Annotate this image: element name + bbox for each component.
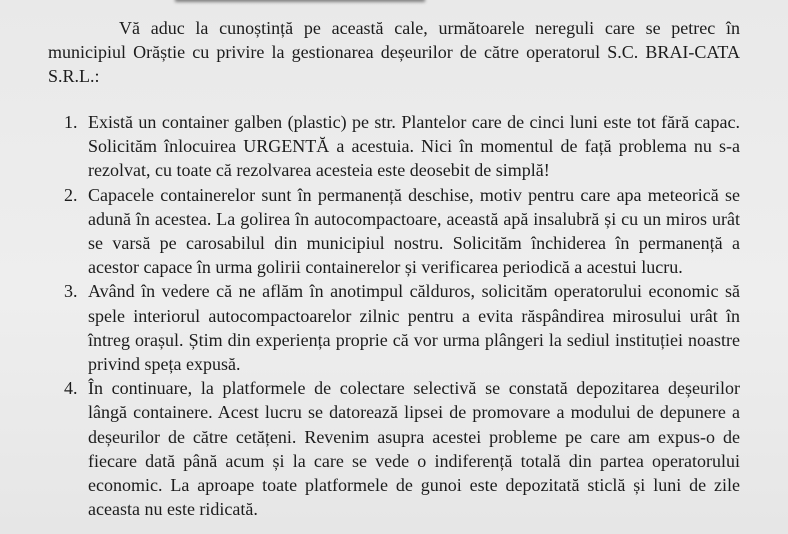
intro-paragraph: Vă aduc la cunoștință pe această cale, următoarele nereguli care se petrec în municipiul Orăștie cu privire la gestionarea deșeurilor de către operatorul S.C. BRAI-CATA S.R.L.:	[48, 18, 740, 87]
list-item	[64, 183, 740, 280]
list-item	[64, 110, 740, 183]
list-item-number: 1.	[64, 112, 78, 132]
cropped-heading-remnant	[175, 0, 425, 2]
list-item-text: Există un container galben (plastic) pe str. Plantelor care de cinci luni este tot fără capac. Solicităm înlocuirea URGENTĂ a acestuia. Nici în momentul de față problema nu s-a rezolvat, cu toate că rezolvarea acesteia este deosebit de simplă!	[88, 112, 740, 181]
list-item-text: Având în vedere că ne aflăm în anotimpul călduros, solicităm operatorului economic să spele interiorul autocompactoarelor zilnic pentru a evita răspândirea mirosului urât în întreg orașul. Știm din experiența proprie că vor urma plângeri la sediul instituției noastre privind speța expusă.	[88, 281, 740, 375]
list-item	[64, 279, 740, 376]
list-item-number: 4.	[64, 378, 78, 399]
list-item-number: 2.	[64, 184, 78, 205]
list-item	[64, 376, 740, 521]
list-item-number: 3.	[64, 281, 78, 302]
complaints-list	[64, 110, 740, 521]
list-item-text: În continuare, la platformele de colectare selectivă se constată depozitarea deșeurilor lângă containere. Acest lucru se datorează lipsei de promovare a modului de depunere a deșeurilor de către cetățeni. Revenim asupra acestei probleme pe care am expus-o de fiecare dată până acum și la care se vede o indiferență totală din partea operatorului economic. La aproape toate platformele de gunoi este depozitată sticlă și luni de zile aceasta nu este ridicată.	[88, 378, 740, 520]
list-item-text: Capacele containerelor sunt în permanență deschise, motiv pentru care apa meteorică se adună în acestea. La golirea în autocompactoare, această apă insalubră și cu un miros urât se varsă pe carosabilul din municipiul nostru. Solicităm închiderea în permanență a acestor capace în urma golirii containerelor și verificarea periodică a acestui lucru.	[88, 184, 740, 278]
